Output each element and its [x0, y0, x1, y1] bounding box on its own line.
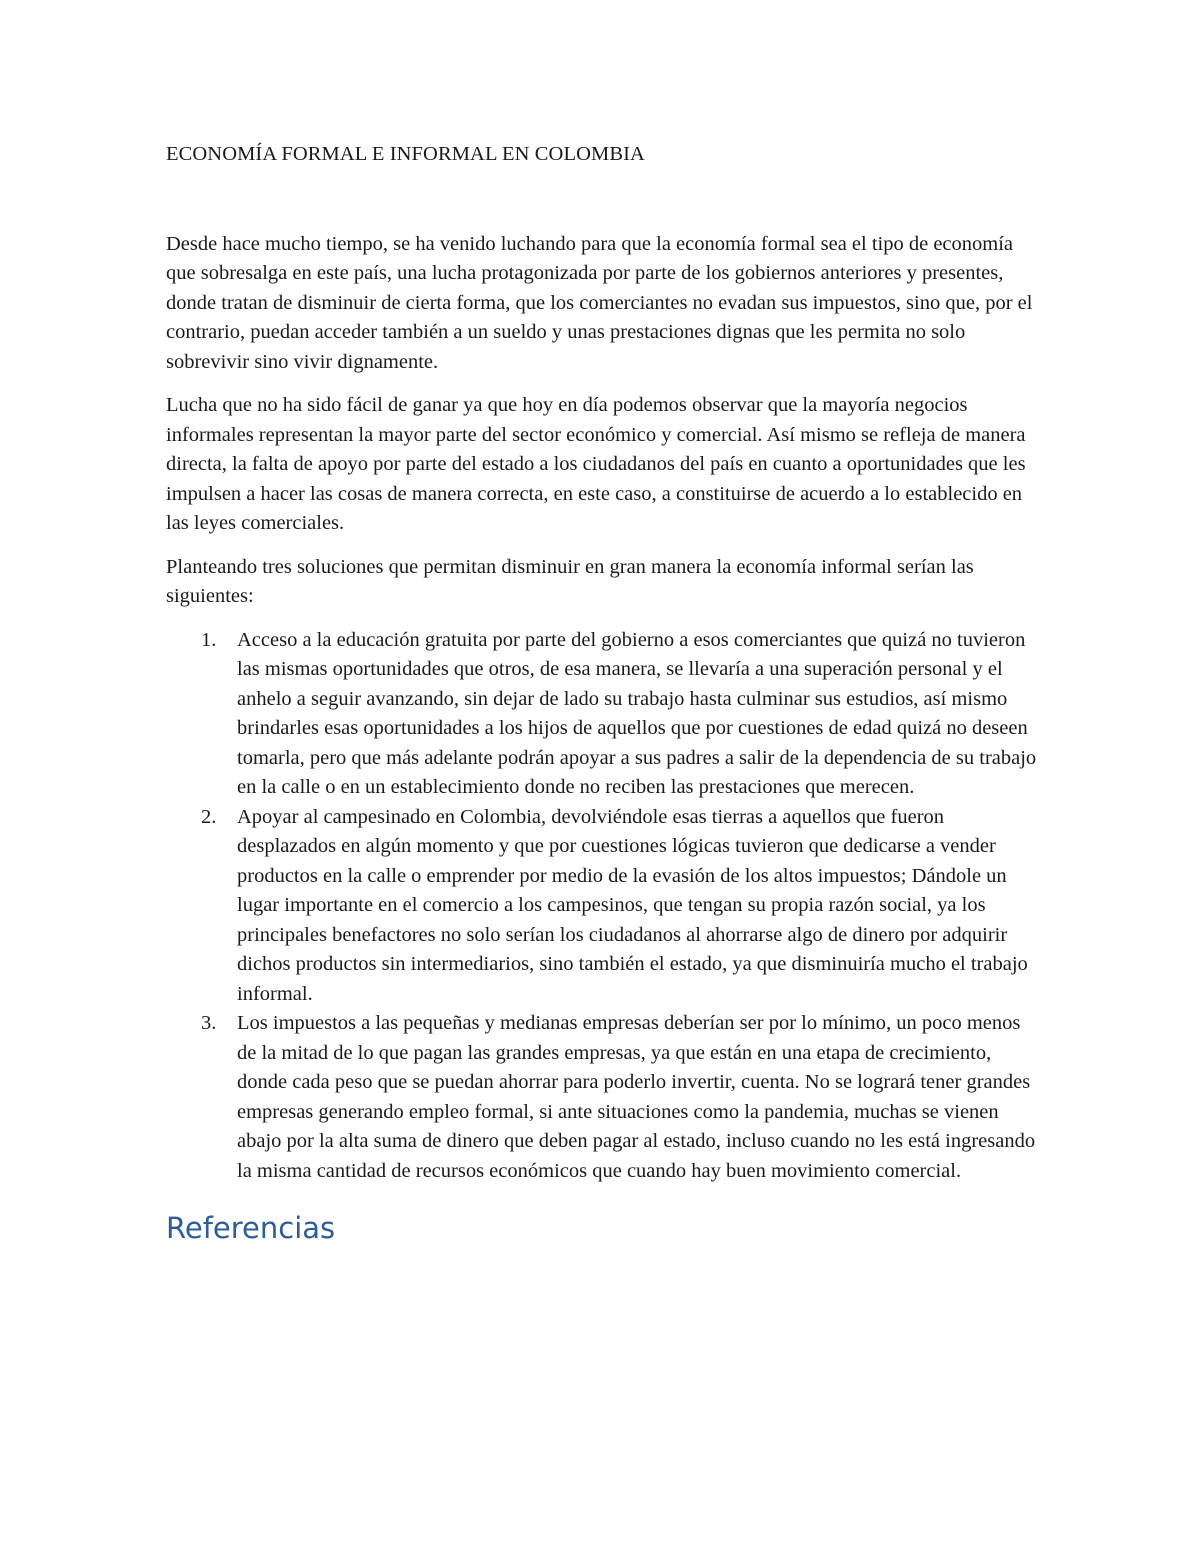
solution-number: 2. [201, 805, 217, 828]
references-heading: Referencias [166, 1211, 336, 1245]
intro-paragraph: Desde hace mucho tiempo, se ha venido luchando para que la economía formal sea el tipo de economía que sobresalga en este país, una lucha protagonizada por parte de los gobiernos anteriores y presentes, donde tratan de disminuir de cierta forma, que los comerciantes no evadan sus impuestos, sino que, por el contrario, puedan acceder también a un sueldo y unas prestaciones dignas que les permita no solo sobrevivir sino vivir dignamente. [166, 232, 1033, 373]
document-body [166, 140, 1038, 1248]
solution-number: 1. [201, 628, 217, 651]
solution-number: 3. [201, 1012, 217, 1034]
solution-text: Apoyar al campesinado en Colombia, devolviéndole esas tierras a aquellos que fueron desplazados en algún momento y que por cuestiones lógicas tuvieron que dedicarse a vender productos en la calle o emprender por medio de la evasión de los altos impuestos; Dándole un lugar importante en el comercio a los campesinos, que tengan su propia razón social, ya los principales benefactores no solo serían los ciudadanos al ahorrarse algo de dinero por adquirir dichos productos sin intermediarios, sino también el estado, ya que disminuiría mucho el trabajo informal. [237, 805, 1028, 1005]
solution-item-1 [166, 626, 1038, 803]
solution-item-2 [166, 803, 1038, 1010]
document-title: ECONOMÍA FORMAL E INFORMAL EN COLOMBIA [166, 143, 645, 165]
solution-item-3 [166, 1009, 1038, 1186]
solutions-list [166, 626, 1038, 1187]
solution-text: Los impuestos a las pequeñas y medianas empresas deberían ser por lo mínimo, un poco menos de la mitad de lo que pagan las grandes empresas, ya que están en una etapa de crecimiento, donde cada peso que se puedan ahorrar para poderlo invertir, cuenta. No se logrará tener grandes empresas generando empleo formal, si ante situaciones como la pandemia, muchas se vienen abajo por la alta suma de dinero que deben pagar al estado, incluso cuando no les está ingresando la misma cantidad de recursos económicos que cuando hay buen movimiento comercial. [237, 1012, 1036, 1182]
solutions-intro-paragraph: Planteando tres soluciones que permitan disminuir en gran manera la economía informal serían las siguientes: [166, 555, 974, 607]
context-paragraph: Lucha que no ha sido fácil de ganar ya que hoy en día podemos observar que la mayoría negocios informales representan la mayor parte del sector económico y comercial. Así mismo se refleja de manera directa, la falta de apoyo por parte del estado a los ciudadanos del país en cuanto a oportunidades que les impulsen a hacer las cosas de manera correcta, en este caso, a constituirse de acuerdo a lo establecido en las leyes comerciales. [166, 394, 1026, 534]
solution-text: Acceso a la educación gratuita por parte del gobierno a esos comerciantes que quizá no tuvieron las mismas oportunidades que otros, de esa manera, se llevaría a una superación personal y el anhelo a seguir avanzando, sin dejar de lado su trabajo hasta culminar sus estudios, así mismo brindarles esas oportunidades a los hijos de aquellos que por cuestiones de edad quizá no deseen tomarla, pero que más adelante podrán apoyar a sus padres a salir de la dependencia de su trabajo en la calle o en un establecimiento donde no reciben las prestaciones que merecen. [237, 628, 1037, 798]
